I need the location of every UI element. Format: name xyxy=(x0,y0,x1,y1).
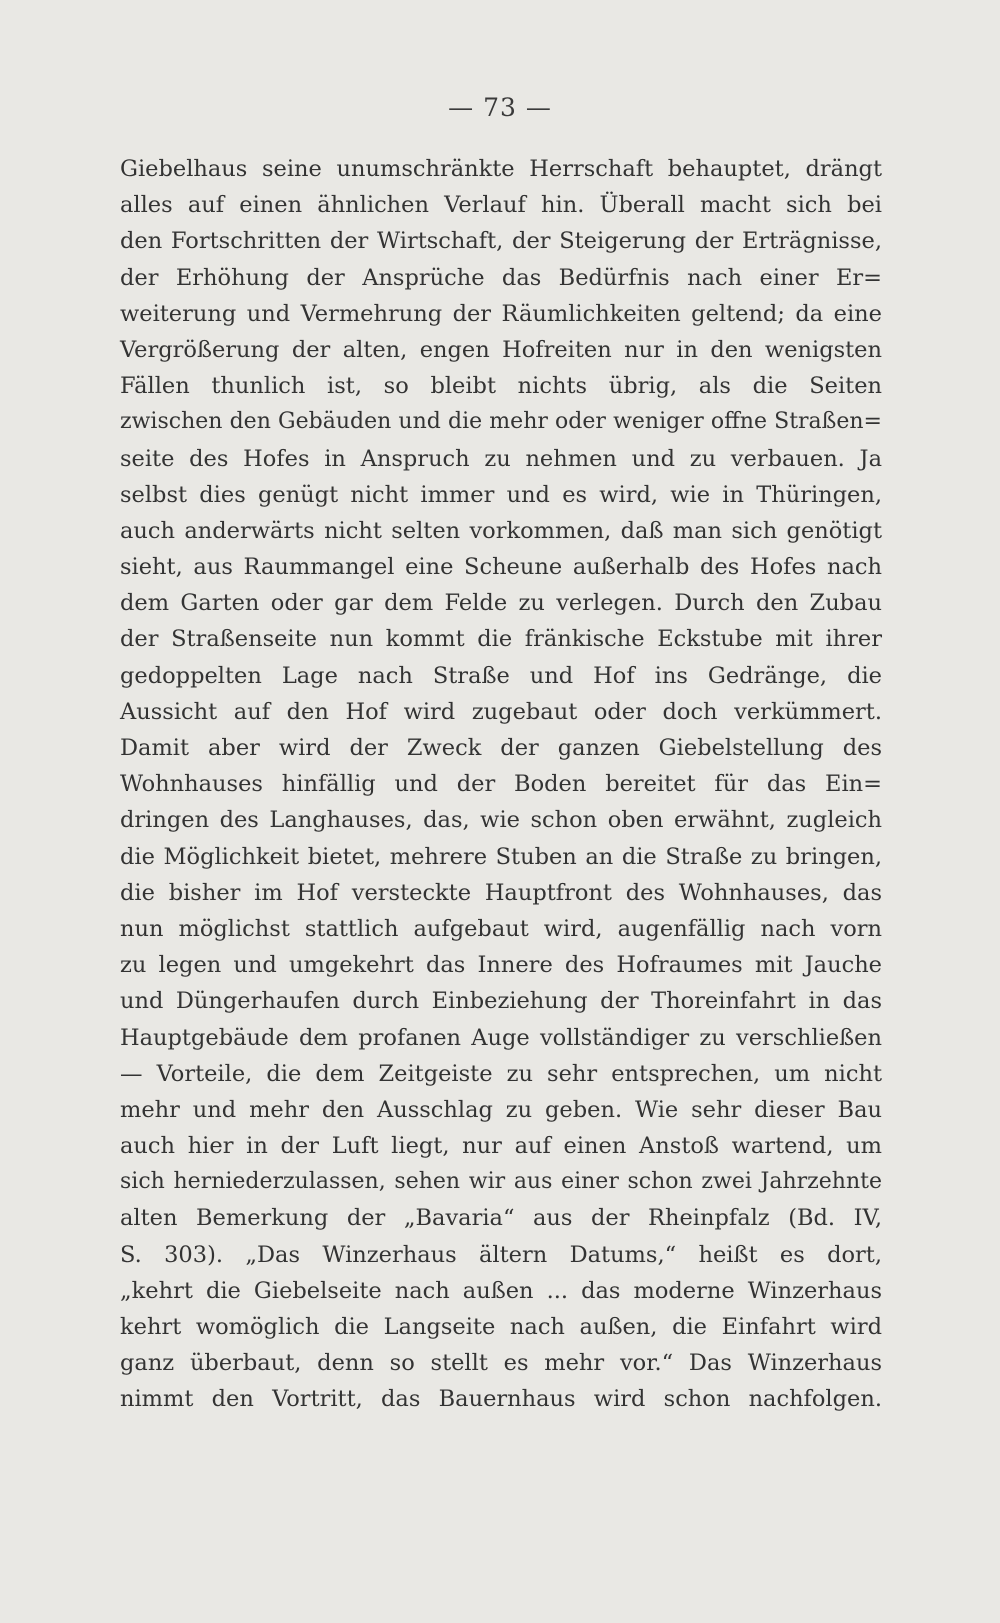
text-line: Hauptgebäude dem profanen Auge vollständiger zu verschließen xyxy=(120,1024,882,1051)
text-line: auch anderwärts nicht selten vorkommen, daß man sich genötigt xyxy=(120,517,882,544)
text-line: weiterung und Vermehrung der Räumlichkeiten geltend; da eine xyxy=(120,300,882,327)
text-line: kehrt womöglich die Langseite nach außen, die Einfahrt wird xyxy=(120,1314,882,1340)
text-line: auch hier in der Luft liegt, nur auf einen Anstoß wartend, um xyxy=(120,1133,882,1160)
text-line: ganz überbaut, denn so stellt es mehr vor.“ Das Winzerhaus xyxy=(120,1350,882,1377)
text-line: „kehrt die Giebelseite nach außen ... das moderne Winzerhaus xyxy=(120,1277,882,1304)
page-number-text: — 73 — xyxy=(448,93,552,122)
text-line: die Möglichkeit bietet, mehrere Stuben an die Straße zu bringen, xyxy=(120,843,882,870)
page-number xyxy=(0,93,1000,122)
body-text xyxy=(120,151,882,1418)
text-line: sich herniederzulassen, sehen wir aus einer schon zwei Jahrzehnte xyxy=(120,1169,882,1195)
text-line: sieht, aus Raummangel eine Scheune außerhalb des Hofes nach xyxy=(120,554,882,581)
text-line: dringen des Langhauses, das, wie schon oben erwähnt, zugleich xyxy=(120,807,882,834)
text-line: Vergrößerung der alten, engen Hofreiten nur in den wenigsten xyxy=(120,336,882,363)
text-line: Fällen thunlich ist, so bleibt nichts übrig, als die Seiten xyxy=(120,373,882,400)
text-line: Aussicht auf den Hof wird zugebaut oder doch verkümmert. xyxy=(120,698,882,725)
text-line: der Erhöhung der Ansprüche das Bedürfnis nach einer Er= xyxy=(120,264,882,291)
text-line: nimmt den Vortritt, das Bauernhaus wird schon nachfolgen. xyxy=(120,1386,882,1413)
text-line: zwischen den Gebäuden und die mehr oder weniger offne Straßen= xyxy=(120,409,882,435)
text-line: nun möglichst stattlich aufgebaut wird, augenfällig nach vorn xyxy=(120,915,882,942)
text-line: Wohnhauses hinfällig und der Boden bereitet für das Ein= xyxy=(120,771,882,798)
text-line: seite des Hofes in Anspruch zu nehmen und zu verbauen. Ja xyxy=(120,445,882,472)
text-line: den Fortschritten der Wirtschaft, der Steigerung der Erträgnisse, xyxy=(120,228,882,255)
text-line: zu legen und umgekehrt das Innere des Hofraumes mit Jauche xyxy=(120,952,882,979)
text-line: — Vorteile, die dem Zeitgeiste zu sehr entsprechen, um nicht xyxy=(120,1060,882,1087)
text-line: dem Garten oder gar dem Felde zu verlegen. Durch den Zubau xyxy=(120,590,882,617)
text-line: und Düngerhaufen durch Einbeziehung der Thoreinfahrt in das xyxy=(120,988,882,1015)
text-line: S. 303). „Das Winzerhaus ältern Datums,“ heißt es dort, xyxy=(120,1241,882,1268)
text-line: alles auf einen ähnlichen Verlauf hin. Überall macht sich bei xyxy=(120,192,882,219)
text-line: die bisher im Hof versteckte Hauptfront des Wohnhauses, das xyxy=(120,879,882,906)
text-line: gedoppelten Lage nach Straße und Hof ins Gedränge, die xyxy=(120,662,882,689)
text-line: Damit aber wird der Zweck der ganzen Giebelstellung des xyxy=(120,735,882,761)
text-line: selbst dies genügt nicht immer und es wird, wie in Thüringen, xyxy=(120,481,882,508)
text-line: alten Bemerkung der „Bavaria“ aus der Rheinpfalz (Bd. IV, xyxy=(120,1205,882,1232)
text-line: der Straßenseite nun kommt die fränkische Eckstube mit ihrer xyxy=(120,626,882,653)
text-line: Giebelhaus seine unumschränkte Herrschaft behauptet, drängt xyxy=(120,156,882,182)
text-line: mehr und mehr den Ausschlag zu geben. Wie sehr dieser Bau xyxy=(120,1096,882,1123)
